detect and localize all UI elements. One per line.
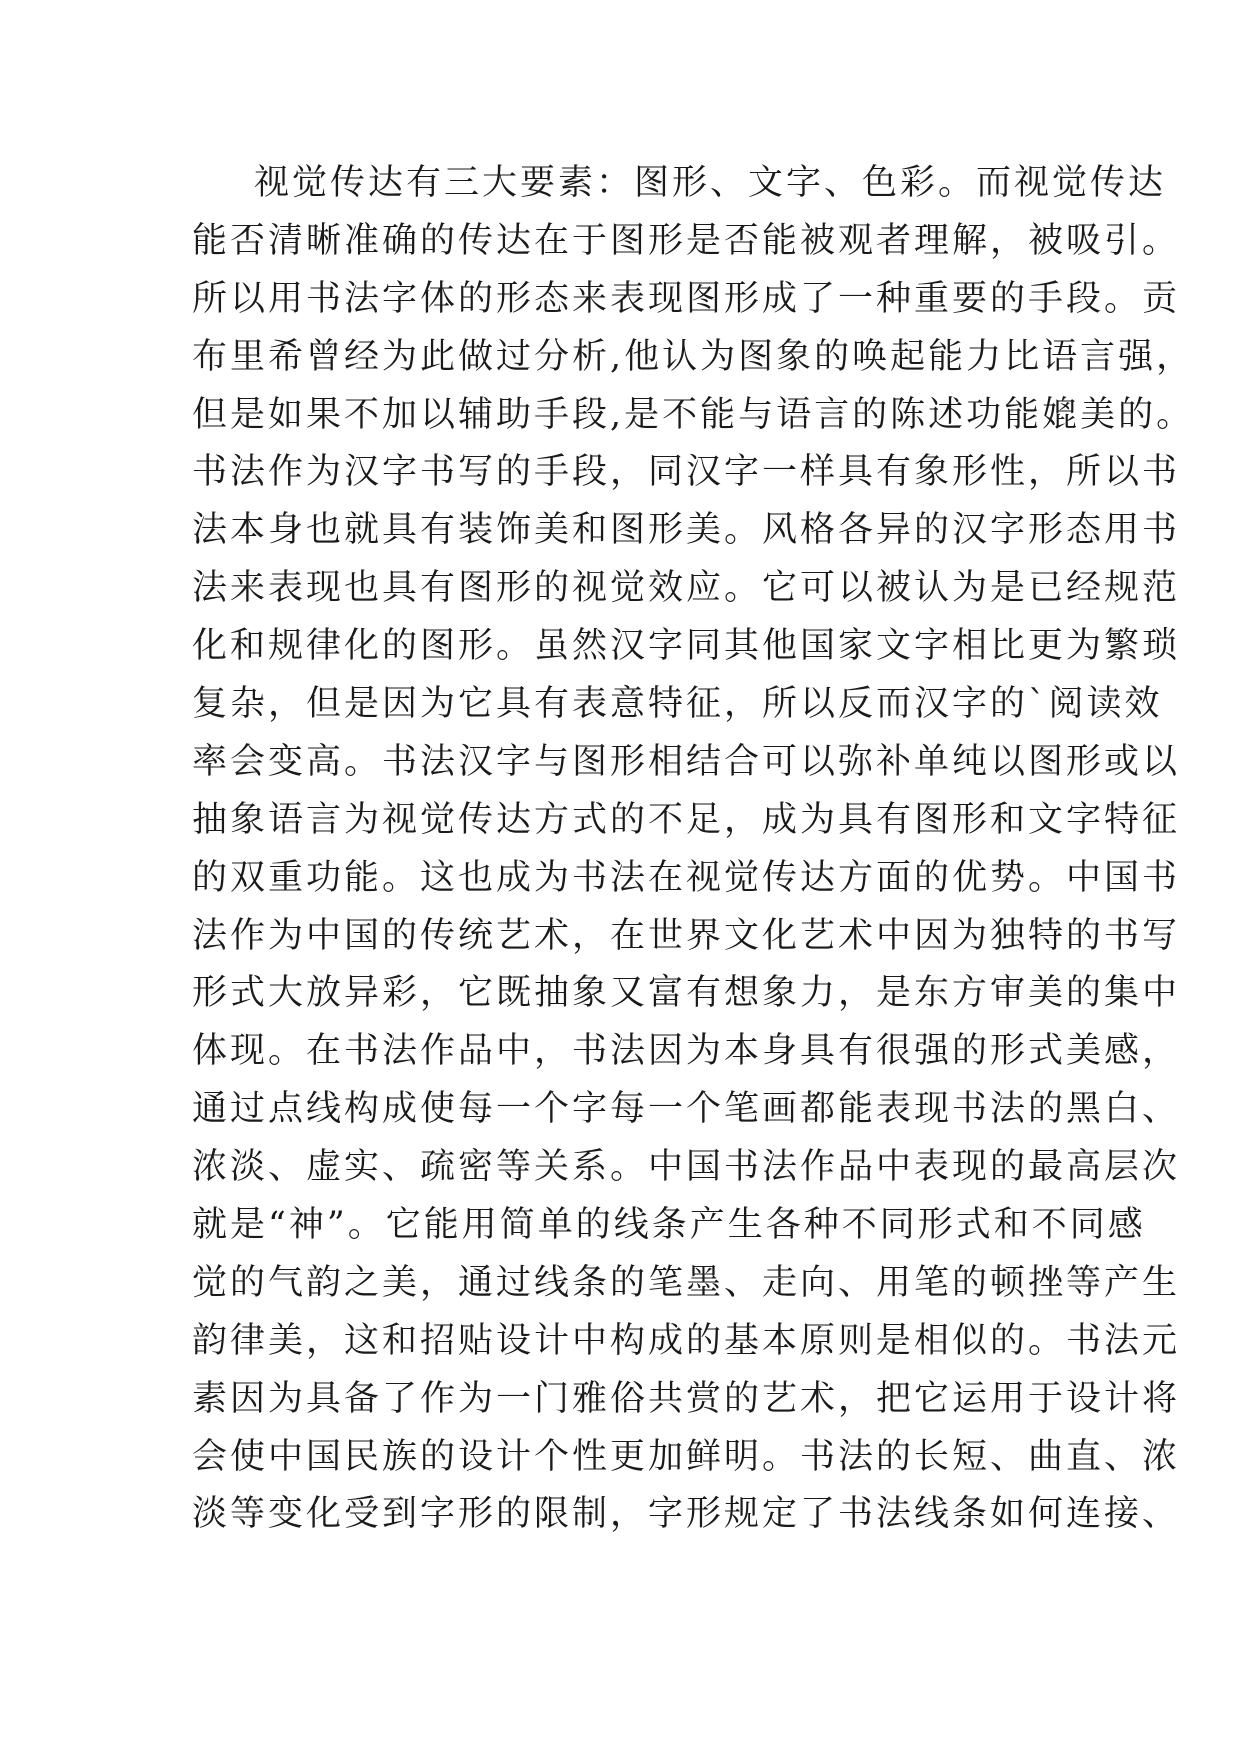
text-line-9: 化和规律化的图形。虽然汉字同其他国家文字相比更为繁琐 xyxy=(192,626,1181,667)
text-line-19: 就是“神”。它能用简单的线条产生各种不同形式和不同感 xyxy=(192,1205,1146,1246)
text-line-24: 淡等变化受到字形的限制，字形规定了书法线条如何连接、 xyxy=(192,1494,1181,1535)
text-line-12: 抽象语言为视觉传达方式的不足，成为具有图形和文字特征 xyxy=(192,799,1181,840)
text-line-15: 形式大放异彩，它既抽象又富有想象力，是东方审美的集中 xyxy=(192,973,1181,1014)
text-line-22: 素因为具备了作为一门雅俗共赏的艺术，把它运用于设计将 xyxy=(192,1378,1181,1419)
text-line-10: 复杂，但是因为它具有表意特征，所以反而汉字的`阅读效 xyxy=(192,684,1163,725)
text-line-4: 布里希曾经为此做过分析,他认为图象的唤起能力比语言强， xyxy=(192,336,1195,377)
text-line-3: 所以用书法字体的形态来表现图形成了一种重要的手段。贡 xyxy=(192,278,1181,319)
text-line-16: 体现。在书法作品中，书法因为本身具有很强的形式美感， xyxy=(192,1031,1181,1072)
text-line-14: 法作为中国的传统艺术，在世界文化艺术中因为独特的书写 xyxy=(192,915,1181,956)
text-line-1: 视觉传达有三大要素：图形、文字、色彩。而视觉传达 xyxy=(254,163,1167,203)
body-paragraph xyxy=(192,155,1195,1544)
text-line-7: 法本身也就具有装饰美和图形美。风格各异的汉字形态用书 xyxy=(192,510,1181,551)
text-line-5: 但是如果不加以辅助手段,是不能与语言的陈述功能媲美的。 xyxy=(192,394,1195,435)
text-line-20: 觉的气韵之美，通过线条的笔墨、走向、用笔的顿挫等产生 xyxy=(192,1262,1181,1303)
text-line-23: 会使中国民族的设计个性更加鲜明。书法的长短、曲直、浓 xyxy=(192,1436,1181,1477)
text-line-2: 能否清晰准确的传达在于图形是否能被观者理解，被吸引。 xyxy=(192,220,1181,261)
text-line-8: 法来表现也具有图形的视觉效应。它可以被认为是已经规范 xyxy=(192,568,1181,609)
text-line-21: 韵律美，这和招贴设计中构成的基本原则是相似的。书法元 xyxy=(192,1320,1181,1361)
text-line-17: 通过点线构成使每一个字每一个笔画都能表现书法的黑白、 xyxy=(192,1089,1181,1130)
text-line-11: 率会变高。书法汉字与图形相结合可以弥补单纯以图形或以 xyxy=(192,741,1181,782)
text-line-6: 书法作为汉字书写的手段，同汉字一样具有象形性，所以书 xyxy=(192,452,1181,493)
text-line-13: 的双重功能。这也成为书法在视觉传达方面的优势。中国书 xyxy=(192,857,1181,898)
text-line-18: 浓淡、虚实、疏密等关系。中国书法作品中表现的最高层次 xyxy=(192,1147,1181,1188)
